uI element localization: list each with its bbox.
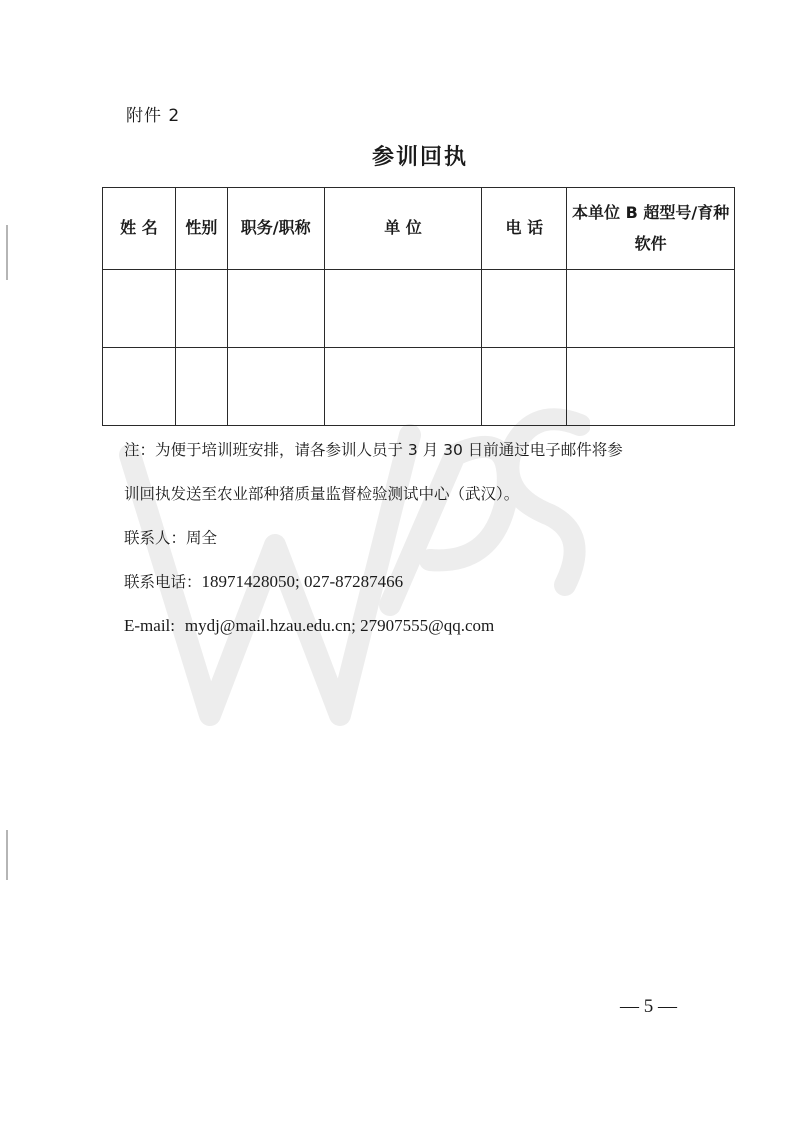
table-cell[interactable] (482, 270, 567, 348)
table-cell[interactable] (482, 348, 567, 426)
phone-numbers: 18971428050; 027-87287466 (201, 572, 404, 591)
table-cell[interactable] (567, 348, 735, 426)
contact-phone (124, 562, 724, 606)
header-name: 姓 名 (103, 188, 176, 270)
attachment-label: 附件 2 (126, 106, 181, 126)
contact-label: 联系人： (124, 529, 187, 547)
header-ultrasound-software: 本单位 B 超型号/育种软件 (567, 188, 735, 270)
table-cell[interactable] (103, 348, 176, 426)
page-title: 参训回执 (371, 145, 468, 170)
table-cell[interactable] (324, 270, 482, 348)
receipt-form-table (102, 187, 735, 426)
table-cell[interactable] (227, 270, 324, 348)
scan-edge-mark (6, 225, 8, 280)
header-position: 职务/职称 (227, 188, 324, 270)
header-gender: 性别 (175, 188, 227, 270)
table-row (103, 270, 735, 348)
page-number: — 5 — (620, 996, 677, 1017)
scan-edge-mark (6, 830, 8, 880)
contact-name: 周全 (186, 529, 218, 547)
header-phone: 电 话 (482, 188, 567, 270)
contact-email (124, 606, 724, 650)
table-cell[interactable] (227, 348, 324, 426)
header-unit: 单 位 (324, 188, 482, 270)
table-cell[interactable] (567, 270, 735, 348)
email-addresses: mydj@mail.hzau.edu.cn; 27907555@qq.com (184, 616, 495, 635)
table-cell[interactable] (175, 270, 227, 348)
note-line-2: 训回执发送至农业部种猪质量监督检验测试中心（武汉）。 (124, 485, 520, 503)
table-cell[interactable] (103, 270, 176, 348)
notes-section (124, 430, 724, 650)
email-label: E-mail: (124, 616, 175, 635)
table-cell[interactable] (175, 348, 227, 426)
table-row (103, 348, 735, 426)
phone-label: 联系电话： (124, 573, 202, 591)
table-cell[interactable] (324, 348, 482, 426)
table-header-row (103, 188, 735, 270)
contact-person (124, 518, 724, 562)
note-line-1: 注：为便于培训班安排，请各参训人员于 3 月 30 日前通过电子邮件将参 (124, 441, 623, 459)
